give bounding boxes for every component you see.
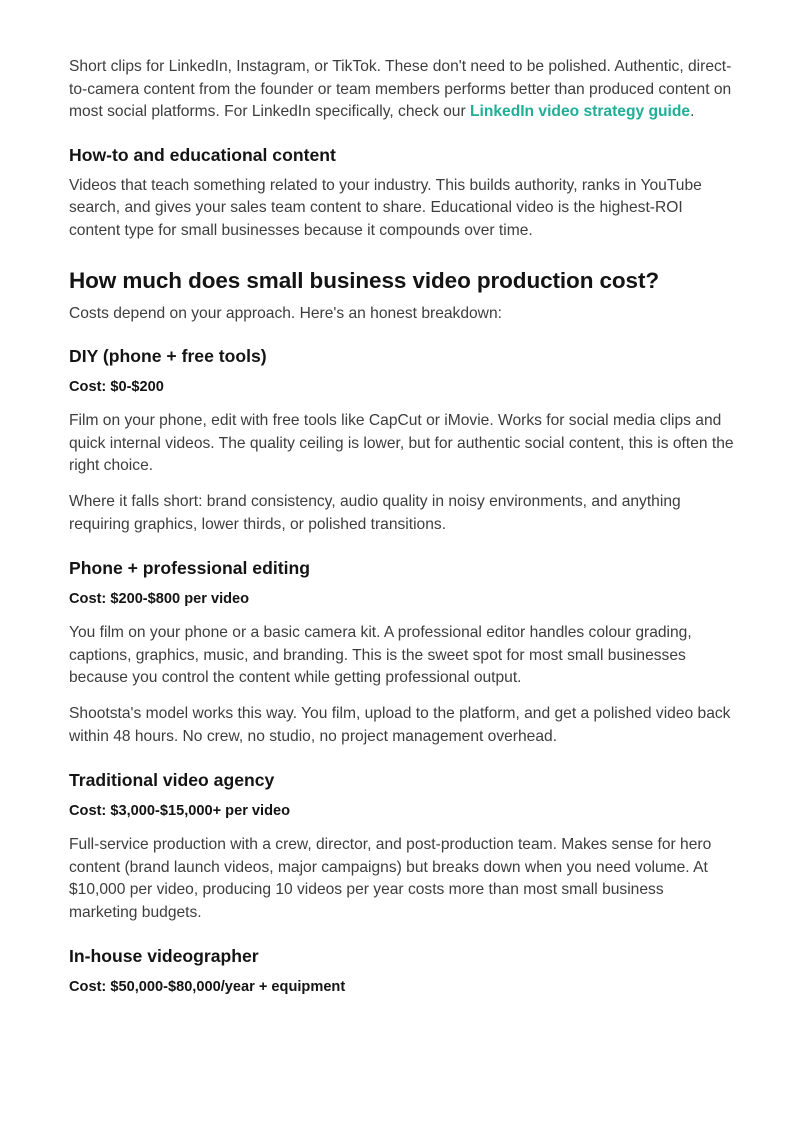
article-body	[69, 56, 734, 997]
diy-paragraph-1: Film on your phone, edit with free tools like CapCut or iMovie. Works for social media clips and quick internal videos. The quality ceiling is lower, but for authentic social content, this is often the right choice.	[69, 412, 734, 475]
agency-paragraph-1: Full-service production with a crew, director, and post-production team. Makes sense for hero content (brand launch videos, major campaigns) but breaks down when you need volume. At $10,000 per video, producing 10 videos per year costs more than most small business marketing budgets.	[69, 836, 712, 921]
phone-pro-heading: Phone + professional editing	[69, 558, 310, 579]
phone-pro-paragraph-2: Shootsta's model works this way. You film, upload to the platform, and get a polished video back within 48 hours. No crew, no studio, no project management overhead.	[69, 704, 731, 745]
howto-paragraph: Videos that teach something related to your industry. This builds authority, ranks in YouTube search, and gives your sales team content to share. Educational video is the highest-ROI content type for small businesses because it compounds over time.	[69, 176, 702, 239]
agency-heading: Traditional video agency	[69, 770, 275, 791]
phone-pro-cost: Cost: $200-$800 per video	[69, 591, 250, 608]
diy-cost: Cost: $0-$200	[69, 379, 164, 396]
howto-heading: How-to and educational content	[69, 144, 336, 165]
intro-paragraph	[69, 56, 734, 124]
phone-pro-paragraph-1: You film on your phone or a basic camera kit. A professional editor handles colour grading, captions, graphics, music, and branding. This is the sweet spot for most small businesses because you control the content while getting professional output.	[69, 624, 692, 687]
intro-text: Short clips for LinkedIn, Instagram, or TikTok. These don't need to be polished. Authentic, direct-to-camera content from the founder or team members performs better than produced content on most social platforms. For LinkedIn specifically, check our	[69, 58, 732, 121]
cost-section-intro: Costs depend on your approach. Here's an honest breakdown:	[69, 304, 502, 322]
diy-heading: DIY (phone + free tools)	[69, 346, 267, 367]
linkedin-guide-link[interactable]: LinkedIn video strategy guide	[469, 103, 691, 121]
intro-text-end: .	[690, 103, 695, 121]
inhouse-cost: Cost: $50,000-$80,000/year + equipment	[69, 979, 346, 996]
cost-section-heading: How much does small business video production cost?	[69, 267, 659, 293]
agency-cost: Cost: $3,000-$15,000+ per video	[69, 803, 291, 820]
inhouse-heading: In-house videographer	[69, 946, 259, 967]
diy-paragraph-2: Where it falls short: brand consistency, audio quality in noisy environments, and anything requiring graphics, lower thirds, or polished transitions.	[69, 492, 681, 533]
